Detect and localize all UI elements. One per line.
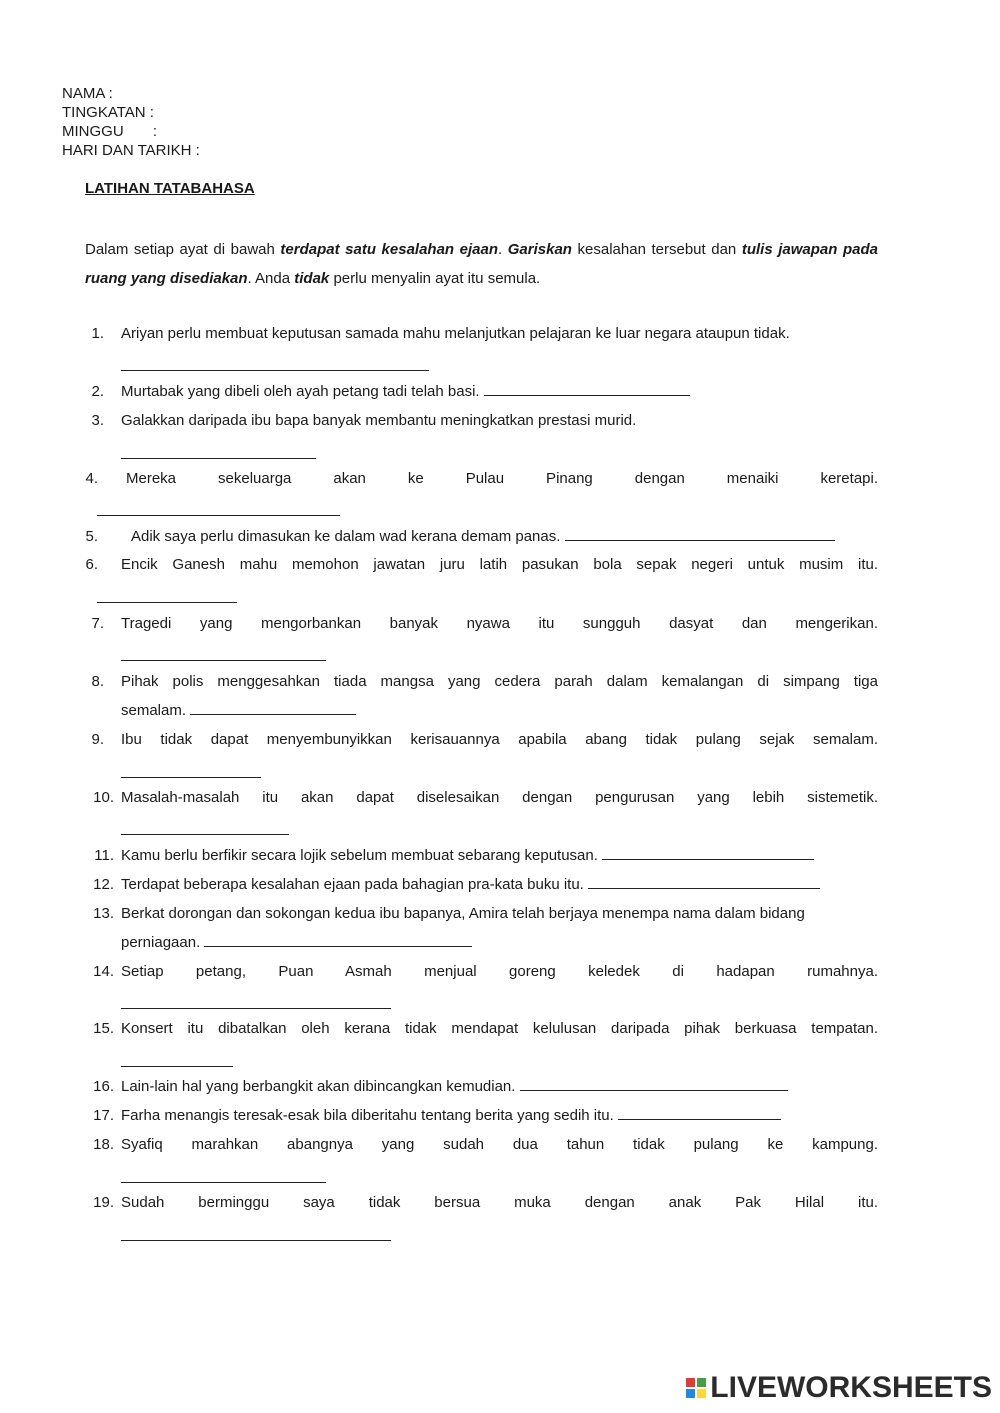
instr-part-2: . xyxy=(498,241,508,258)
question-number: 14. xyxy=(93,963,114,980)
answer-blank-10[interactable] xyxy=(121,833,289,835)
logo-square-yellow xyxy=(697,1389,706,1398)
answer-blank-15[interactable] xyxy=(121,1065,233,1067)
answer-blank-16[interactable] xyxy=(520,1072,788,1091)
logo-square-blue xyxy=(686,1389,695,1398)
question-number: 1. xyxy=(91,325,104,342)
liveworksheets-logo[interactable] xyxy=(686,1371,992,1405)
question-text: Adik saya perlu dimasukan ke dalam wad kerana demam panas. xyxy=(131,528,561,545)
question-line xyxy=(121,1101,781,1130)
question-number: 17. xyxy=(93,1107,114,1124)
question-number: 3. xyxy=(91,412,104,429)
question-line xyxy=(121,957,878,986)
answer-blank-9[interactable] xyxy=(121,776,261,778)
question-line xyxy=(121,783,878,812)
question-number: 4. xyxy=(85,470,98,487)
hari-tarikh-label: HARI DAN TARIKH : xyxy=(62,142,200,159)
question-text: Kamu berlu berfikir secara lojik sebelum membuat sebarang keputusan. xyxy=(121,847,598,864)
minggu-label: MINGGU : xyxy=(62,123,158,140)
question-line xyxy=(121,841,814,870)
instructions xyxy=(85,235,878,293)
question-line xyxy=(121,1188,878,1217)
student-info-header xyxy=(62,84,200,160)
question-number: 13. xyxy=(93,905,114,922)
question-text: Tragedi yang mengorbankan banyak nyawa itu sungguh dasyat dan mengerikan. xyxy=(121,615,878,632)
question-text: Terdapat beberapa kesalahan ejaan pada bahagian pra-kata buku itu. xyxy=(121,876,584,893)
answer-blank-19[interactable] xyxy=(121,1239,391,1241)
question-text: Syafiq marahkan abangnya yang sudah dua tahun tidak pulang ke kampung. xyxy=(121,1136,878,1153)
instr-part-5: perlu menyalin ayat itu semula. xyxy=(329,270,541,287)
logo-text: LIVEWORKSHEETS xyxy=(710,1371,992,1404)
answer-blank-4[interactable] xyxy=(97,514,340,516)
question-number: 11. xyxy=(94,847,114,864)
logo-square-green xyxy=(697,1378,706,1387)
instr-bold-2: Gariskan xyxy=(507,241,572,258)
question-text: Galakkan daripada ibu bapa banyak membantu meningkatkan prestasi murid. xyxy=(121,412,637,429)
worksheet-title: LATIHAN TATABAHASA xyxy=(85,180,255,197)
question-line xyxy=(121,377,690,406)
question-text: Lain-lain hal yang berbangkit akan dibincangkan kemudian. xyxy=(121,1078,516,1095)
instr-bold-1: terdapat satu kesalahan ejaan xyxy=(280,241,499,258)
question-text: Setiap petang, Puan Asmah menjual goreng keledek di hadapan rumahnya. xyxy=(121,963,878,980)
question-text: Konsert itu dibatalkan oleh kerana tidak mendapat kelulusan daripada pihak berkuasa tempatan. xyxy=(121,1020,878,1037)
question-text: Encik Ganesh mahu memohon jawatan juru latih pasukan bola sepak negeri untuk musim itu. xyxy=(121,556,878,573)
answer-blank-17[interactable] xyxy=(618,1101,781,1120)
question-text: Mereka sekeluarga akan ke Pulau Pinang dengan menaiki keretapi. xyxy=(126,470,878,487)
question-text: Ibu tidak dapat menyembunyikkan kerisauannya apabila abang tidak pulang sejak semalam. xyxy=(121,731,878,748)
answer-blank-6[interactable] xyxy=(97,601,237,603)
question-text: Murtabak yang dibeli oleh ayah petang tadi telah basi. xyxy=(121,383,480,400)
answer-blank-1[interactable] xyxy=(121,369,429,371)
instr-bold-3: tulis jawapan pada ruang yang disediakan xyxy=(85,241,878,287)
question-number: 6. xyxy=(85,556,98,573)
instr-part-3: kesalahan tersebut dan xyxy=(571,241,742,258)
instr-part-1: Dalam setiap ayat di bawah xyxy=(85,241,281,258)
question-line xyxy=(121,550,878,579)
question-number: 8. xyxy=(91,673,104,690)
question-line-2 xyxy=(121,696,878,725)
question-line xyxy=(121,1072,788,1101)
question-line-2 xyxy=(121,928,878,957)
question-number: 19. xyxy=(93,1194,114,1211)
question-number: 15. xyxy=(93,1020,114,1037)
instr-part-4: . Anda xyxy=(247,270,295,287)
question-number: 16. xyxy=(93,1078,114,1095)
question-line xyxy=(121,725,878,754)
answer-blank-18[interactable] xyxy=(121,1181,326,1183)
question-number: 2. xyxy=(91,383,104,400)
question-line xyxy=(121,667,878,725)
question-number: 9. xyxy=(91,731,104,748)
question-line xyxy=(121,899,878,957)
answer-blank-11[interactable] xyxy=(602,841,814,860)
tingkatan-label: TINGKATAN : xyxy=(62,104,154,121)
question-number: 10. xyxy=(93,789,114,806)
question-text-cont: perniagaan. xyxy=(121,934,201,951)
question-text-cont: semalam. xyxy=(121,702,187,719)
answer-blank-3[interactable] xyxy=(121,457,316,459)
instr-bold-4: tidak xyxy=(294,270,330,287)
question-number: 18. xyxy=(93,1136,114,1153)
question-number: 5. xyxy=(85,528,98,545)
question-text: Pihak polis menggesahkan tiada mangsa yang cedera parah dalam kemalangan di simpang tiga xyxy=(121,673,878,690)
question-line xyxy=(121,870,820,899)
question-line xyxy=(121,1014,878,1043)
question-text: Masalah-masalah itu akan dapat diselesaikan dengan pengurusan yang lebih sistemetik. xyxy=(121,789,878,806)
question-line xyxy=(131,522,835,551)
question-line xyxy=(126,464,878,493)
answer-blank-14[interactable] xyxy=(121,1007,391,1009)
question-number: 7. xyxy=(91,615,104,632)
answer-blank-5[interactable] xyxy=(565,522,835,541)
answer-blank-12[interactable] xyxy=(588,870,820,889)
answer-blank-7[interactable] xyxy=(121,659,326,661)
nama-label: NAMA : xyxy=(62,85,113,102)
logo-square-red xyxy=(686,1378,695,1387)
answer-blank-8[interactable] xyxy=(190,696,356,715)
question-text: Farha menangis teresak-esak bila diberitahu tentang berita yang sedih itu. xyxy=(121,1107,614,1124)
question-text: Sudah berminggu saya tidak bersua muka dengan anak Pak Hilal itu. xyxy=(121,1194,878,1211)
liveworksheets-logo-icon xyxy=(686,1378,706,1398)
answer-blank-13[interactable] xyxy=(204,928,472,947)
question-number: 12. xyxy=(93,876,114,893)
answer-blank-2[interactable] xyxy=(484,377,690,396)
question-line xyxy=(121,609,878,638)
question-text: Ariyan perlu membuat keputusan samada mahu melanjutkan pelajaran ke luar negara ataupun tidak. xyxy=(121,325,790,342)
question-text: Berkat dorongan dan sokongan kedua ibu bapanya, Amira telah berjaya menempa nama dalam bidang xyxy=(121,905,805,922)
question-line xyxy=(121,1130,878,1159)
